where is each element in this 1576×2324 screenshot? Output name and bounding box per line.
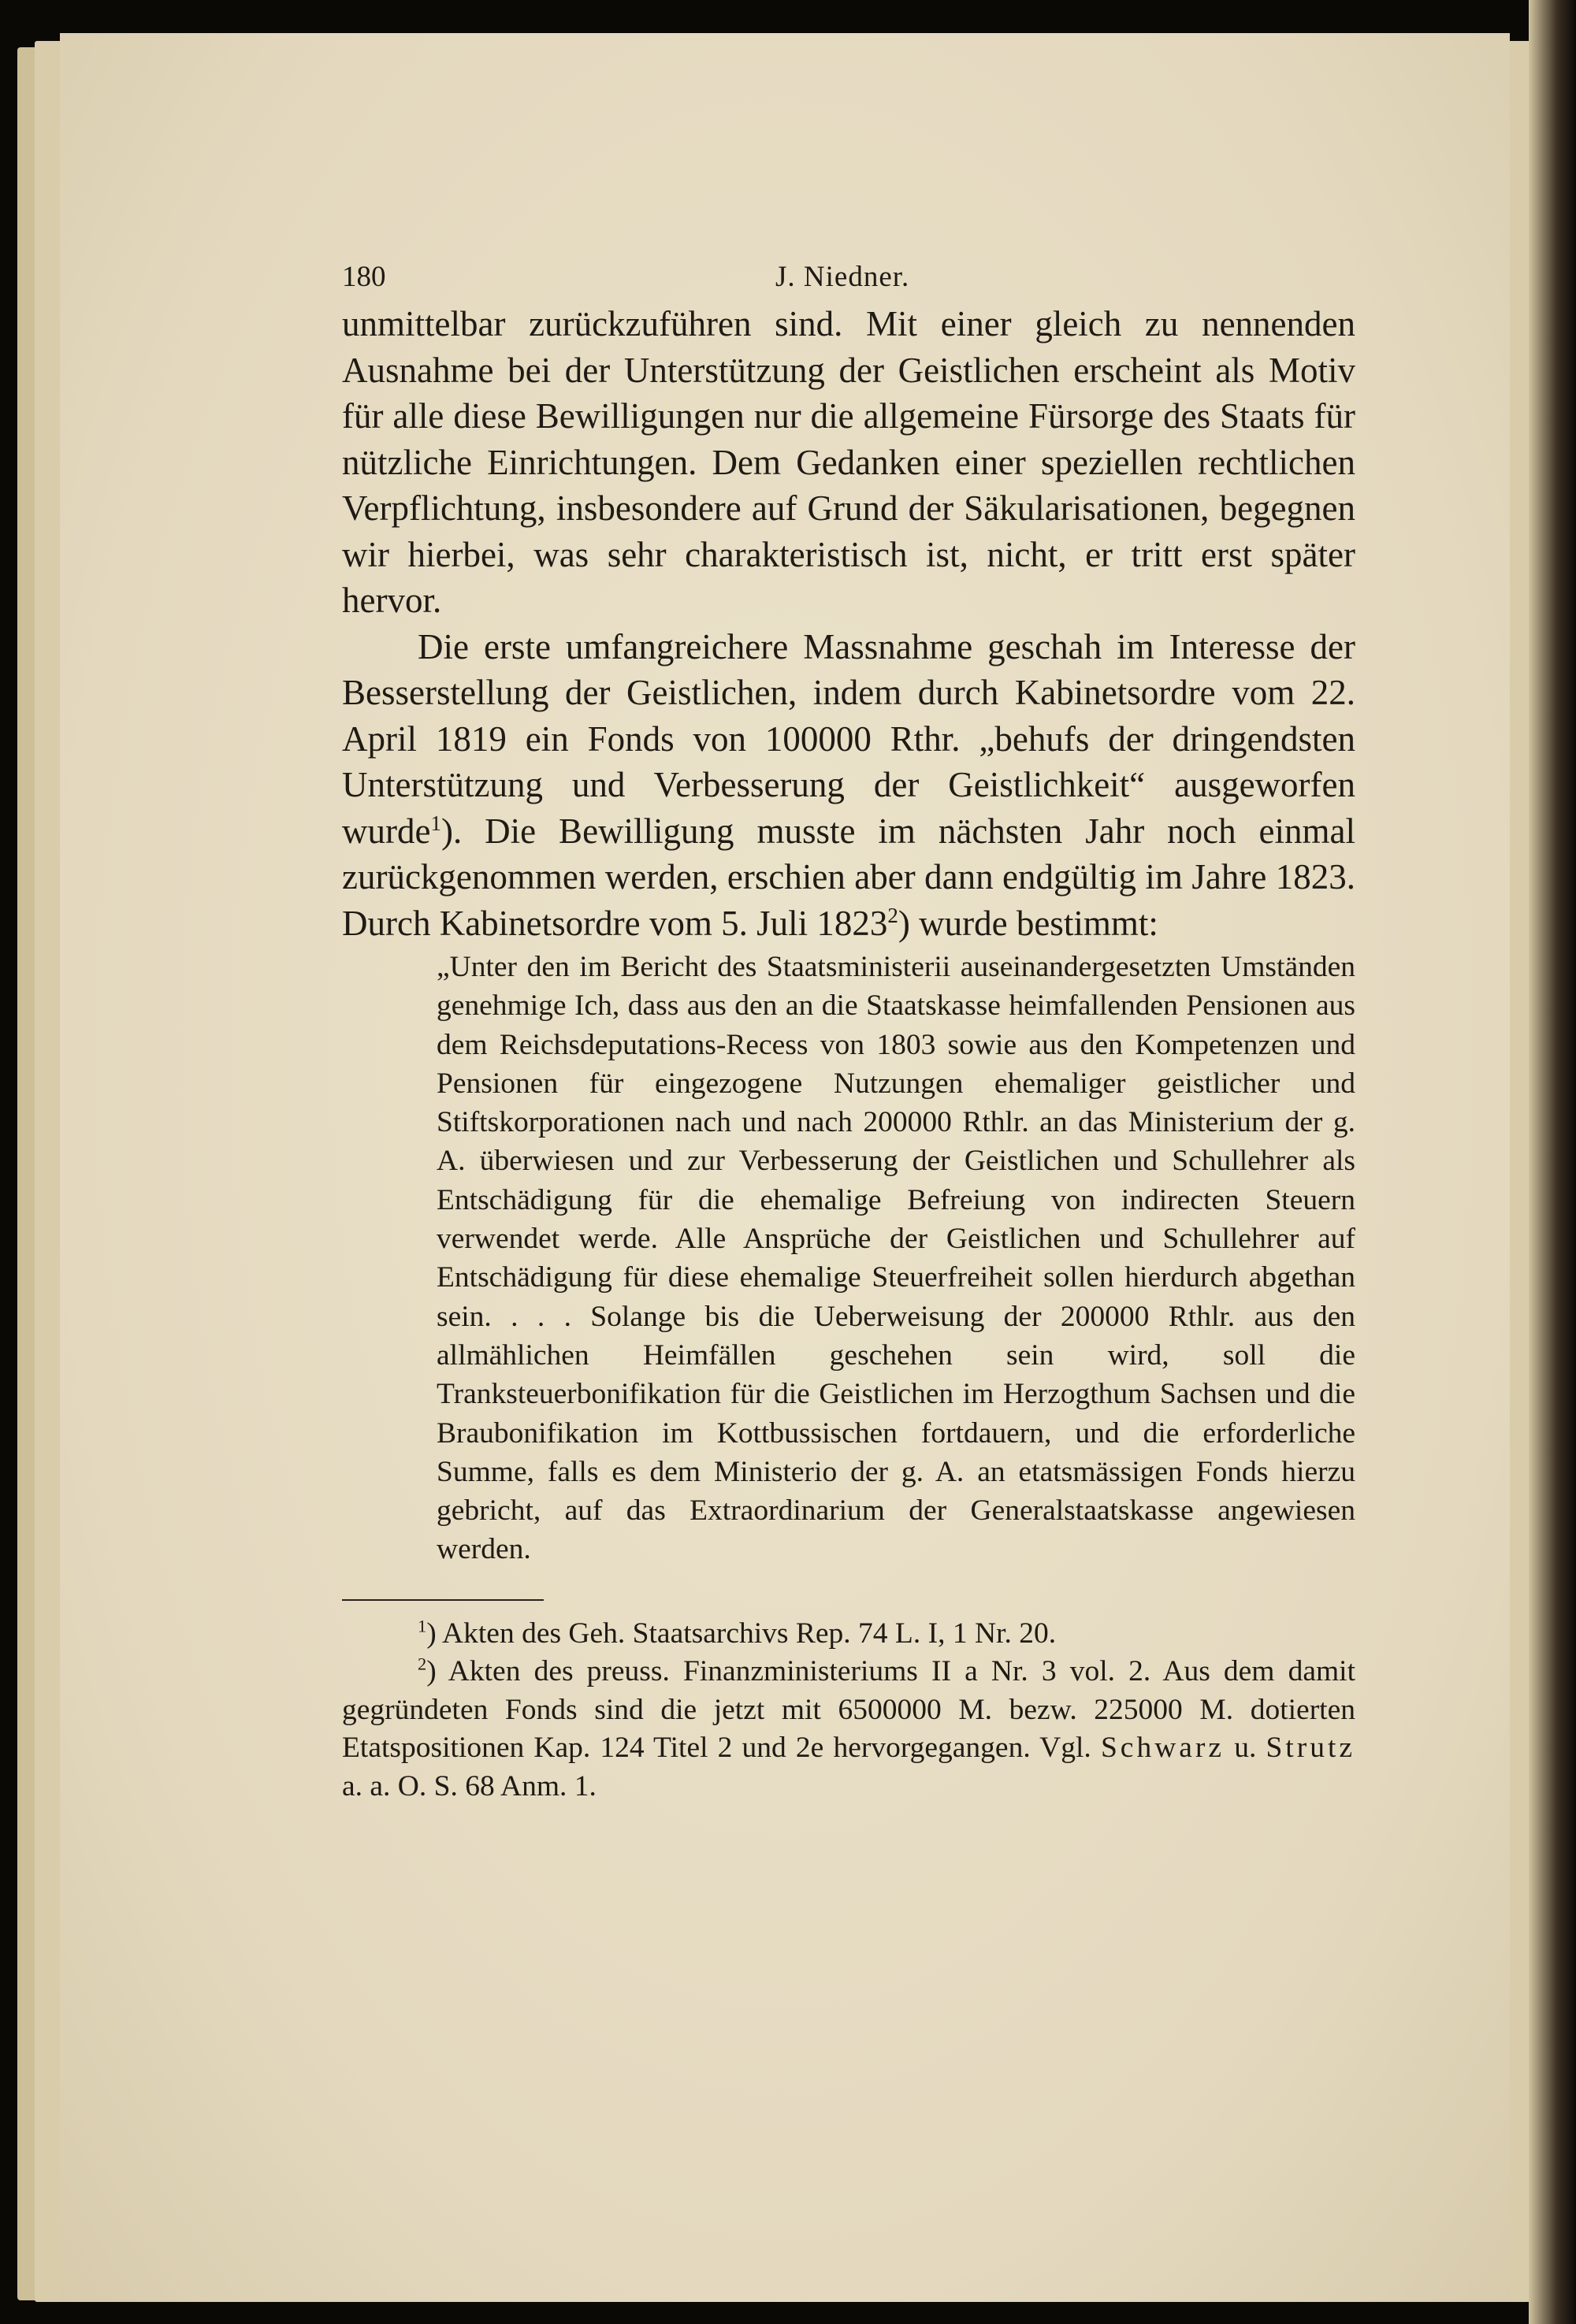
footnote-2-text-a: ) Akten des preuss. Finanzministeriums II a Nr. 3 vol. 2. Aus dem damit gegründeten Fonds sind die jetzt mit 6500000 M. bezw. 225000 M. dotierten Etatspositionen Kap. 124 Titel 2 und 2e hervorgegangen. Vgl. (342, 1655, 1355, 1765)
footnote-2 (342, 1653, 1355, 1806)
footnote-2-text-b: a. a. O. S. 68 Anm. 1. (342, 1769, 597, 1802)
paragraph-2-part-1: Die erste umfangreichere Massnahme geschah im Interesse der Besserstellung der Geistlichen, indem durch Kabinetsordre vom 22. April 1819 ein Fonds von 100000 Rthr. „behufs der dringendsten Unterstützung und Verbesserung der Geistlichkeit“ ausgeworfen wurde (342, 626, 1355, 851)
paragraph-1: unmittelbar zurückzuführen sind. Mit einer gleich zu nennenden Ausnahme bei der Unterstützung der Geistlichen erscheint als Motiv für alle diese Bewilligungen nur die allgemeine Fürsorge des Staats für nützliche Einrichtungen. Dem Gedanken einer speziellen rechtlichen Verpflichtung, insbesondere auf Grund der Säkularisationen, begegnen wir hierbei, was sehr charakteristisch ist, nicht, er tritt erst später hervor. (342, 304, 1355, 620)
paragraph-2-part-3: ) wurde bestimmt: (898, 903, 1158, 943)
page-content (342, 251, 1355, 1806)
footnotes (342, 1615, 1355, 1806)
paragraph-2-part-2: ). Die Bewilligung musste im nächsten Jahr noch einmal zurückgenommen werden, erschien aber dann endgültig im Jahre 1823. Durch Kabinetsordre vom 5. Juli 1823 (342, 811, 1355, 943)
footnote-ref-2[interactable]: 2 (887, 903, 898, 927)
footnote-2-author-2: Strutz (1266, 1732, 1356, 1765)
footnote-1-text: ) Akten des Geh. Staatsarchivs Rep. 74 L. I, 1 Nr. 20. (426, 1617, 1057, 1650)
footnote-2-mark: 2 (418, 1654, 427, 1674)
block-quote: „Unter den im Bericht des Staatsministerii auseinandergesetzten Umständen genehmige Ich, dass aus den an die Staatskasse heimfallenden Pensionen aus dem Reichsdeputations-Recess von 1803 sowie aus den Kompetenzen und Pensionen für eingezogene Nutzungen ehemaliger geistlicher und Stiftskorporationen nach und nach 200000 Rthlr. an das Ministerium der g. A. überwiesen und zur Verbesserung der Geistlichen und Schullehrer als Entschädigung für die ehemalige Befreiung von indirecten Steuern verwendet werde. Alle Ansprüche der Geistlichen und Schullehrer auf Entschädigung für diese ehemalige Steuerfreiheit sollen hierdurch abgethan sein. . . . Solange bis die Ueberweisung der 200000 Rthlr. aus den allmählichen Heimfällen geschehen sein wird, soll die Tranksteuerbonifikation für die Geistlichen im Herzogthum Sachsen und die Braubonifikation im Kottbussischen fortdauern, und die erforderliche Summe, falls es dem Ministerio der g. A. an etatsmässigen Fonds hierzu gebricht, auf das Extraordinarium der Generalstaatskasse angewiesen werden. (437, 951, 1355, 1566)
footnote-2-conj: u. (1234, 1732, 1257, 1765)
footnote-divider (342, 1599, 544, 1601)
footnote-1-mark: 1 (418, 1616, 427, 1636)
footnote-ref-1[interactable]: 1 (430, 811, 441, 835)
page-number: 180 (342, 261, 386, 293)
paragraph-2 (342, 624, 1355, 947)
book-gutter-shadow (1529, 0, 1576, 2324)
footnote-1 (342, 1615, 1355, 1654)
footnote-2-author-1: Schwarz (1100, 1732, 1225, 1765)
running-title: J. Niedner. (775, 261, 910, 293)
main-text (342, 301, 1355, 946)
page-header (342, 251, 1355, 301)
